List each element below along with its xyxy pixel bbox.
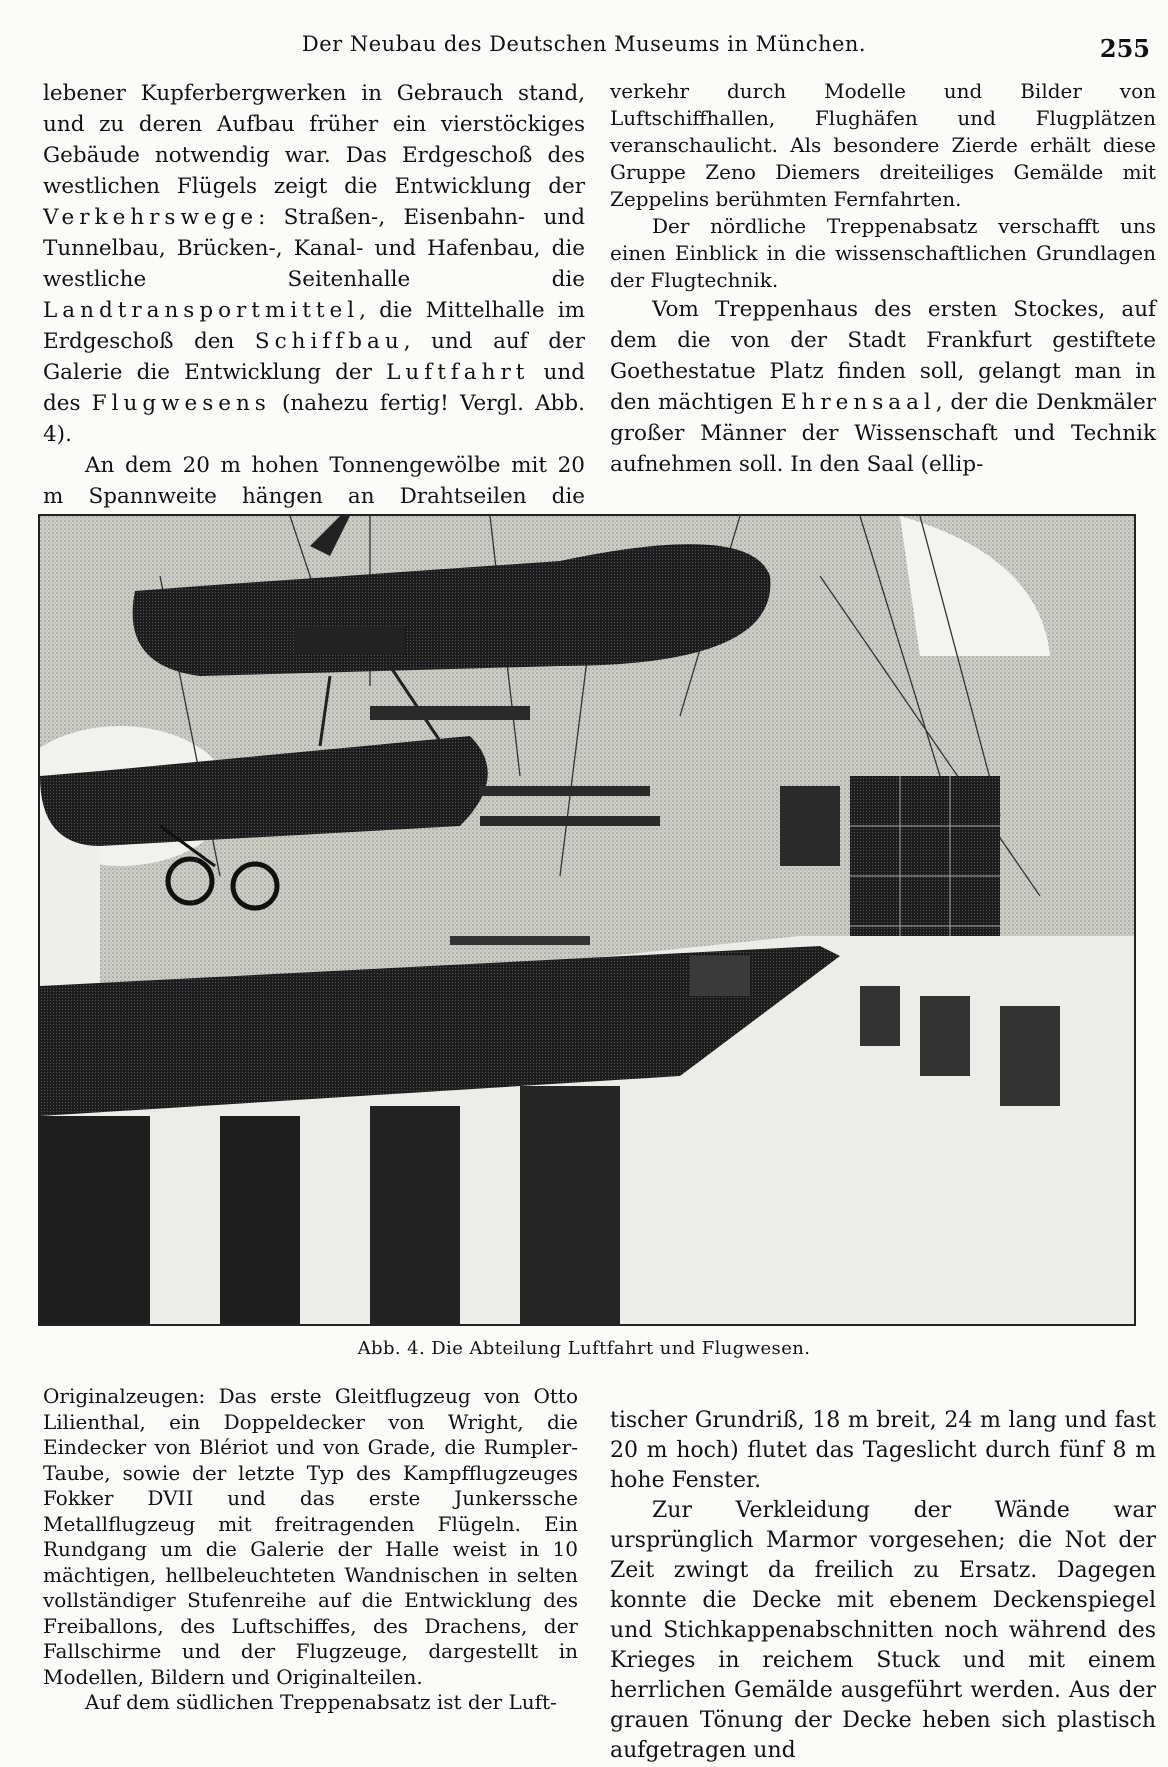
spaced-term: Flugwesens <box>91 391 271 416</box>
text-run: und des <box>43 360 585 416</box>
paragraph: Originalzeugen: Das erste Gleitflugzeug von Otto Lilienthal, ein Doppeldecker von Wright, die Eindecker von Blériot und von Grade, die Rumpler-Taube, sowie der letzte Typ des Kampfflugzeuges Fokker DVII und das erste Junkerssche Metallflugzeug mit freitragenden Flügeln. Ein Rundgang um die Galerie der Halle weist in 10 mächtigen, hellbeleuchteten Wandnischen in selten vollständiger Stufenreihe auf die Entwicklung des Freiballons, des Luftschiffes, des Drachens, der Fallschirme und der Flugzeuge, dargestellt in Modellen, Bildern und Originalteilen. <box>43 1384 578 1689</box>
column-bottom-right <box>610 1406 1156 1766</box>
paragraph: verkehr durch Modelle und Bilder von Luftschiffhallen, Flughäfen und Flugplätzen veranschaulicht. Als besondere Zierde erhält diese Gruppe Zeno Diemers dreiteiliges Gemälde mit Zeppelins berühmten Fernfahrten. <box>610 79 1156 211</box>
figure-caption: Abb. 4. Die Abteilung Luftfahrt und Flugwesen. <box>357 1338 811 1359</box>
running-title: Der Neubau des Deutschen Museums in München. <box>301 32 867 56</box>
text-run: , der die Denkmäler großer Männer der Wissenschaft und Technik aufnehmen soll. In den Saal (ellip- <box>610 390 1156 477</box>
spaced-term: Verkehrswege <box>43 205 259 230</box>
spaced-term: Luftfahrt <box>386 360 530 385</box>
figure-photo-aviation-hall <box>38 514 1136 1326</box>
paragraph: Zur Verkleidung der Wände war ursprünglich Marmor vorgesehen; die Not der Zeit zwingt da freilich zu Ersatz. Dagegen konnte die Decke mit ebenem Deckenspiegel und Stichkappenabschnitten noch während des Krieges in reichem Stuck und mit einem herrlichen Gemälde ausgeführt werden. Aus der grauen Tönung der Decke heben sich plastisch aufgetragen und <box>610 1498 1156 1763</box>
column-top-left <box>43 78 585 543</box>
paragraph <box>610 294 1156 480</box>
photo-illustration <box>40 516 1134 1324</box>
spaced-term: Ehrensaal <box>780 390 936 415</box>
spaced-term: Landtransportmittel <box>43 298 360 323</box>
paragraph <box>43 78 585 450</box>
text-run: , und auf der Galerie die Entwicklung der <box>43 329 585 385</box>
paragraph: Auf dem südlichen Treppenabsatz ist der Luft- <box>85 1690 557 1714</box>
text-run: : Straßen-, Eisenbahn- und Tunnelbau, Brücken-, Kanal- und Hafenbau, die westliche Seitenhalle die <box>43 205 585 292</box>
text-run: , die Mittelhalle im Erdgeschoß den <box>43 298 585 354</box>
paragraph: Der nördliche Treppenabsatz verschafft uns einen Einblick in die wissenschaftlichen Grundlagen der Flugtechnik. <box>610 214 1156 292</box>
text-run: Vom Treppenhaus des ersten Stockes, auf dem die von der Stadt Frankfurt gestiftete Goethestatue Platz finden soll, gelangt man in den mächtigen <box>610 297 1156 415</box>
page-number: 255 <box>1099 34 1150 63</box>
paragraph: An dem 20 m hohen Tonnengewölbe mit 20 m Spannweite hängen an Drahtseilen die <box>43 453 585 509</box>
column-bottom-left <box>43 1384 578 1716</box>
paragraph: tischer Grundriß, 18 m breit, 24 m lang und fast 20 m hoch) flutet das Tageslicht durch fünf 8 m hohe Fenster. <box>610 1408 1156 1493</box>
column-top-right <box>610 78 1156 480</box>
spaced-term: Schiffbau <box>254 329 404 354</box>
text-run: (nahezu fertig! Vergl. Abb. 4). <box>43 391 585 447</box>
page-header <box>0 18 1168 62</box>
text-run: lebener Kupferbergwerken in Gebrauch stand, und zu deren Aufbau früher ein vierstöckiges Gebäude notwendig war. Das Erdgeschoß des westlichen Flügels zeigt die Entwicklung der <box>43 81 585 199</box>
